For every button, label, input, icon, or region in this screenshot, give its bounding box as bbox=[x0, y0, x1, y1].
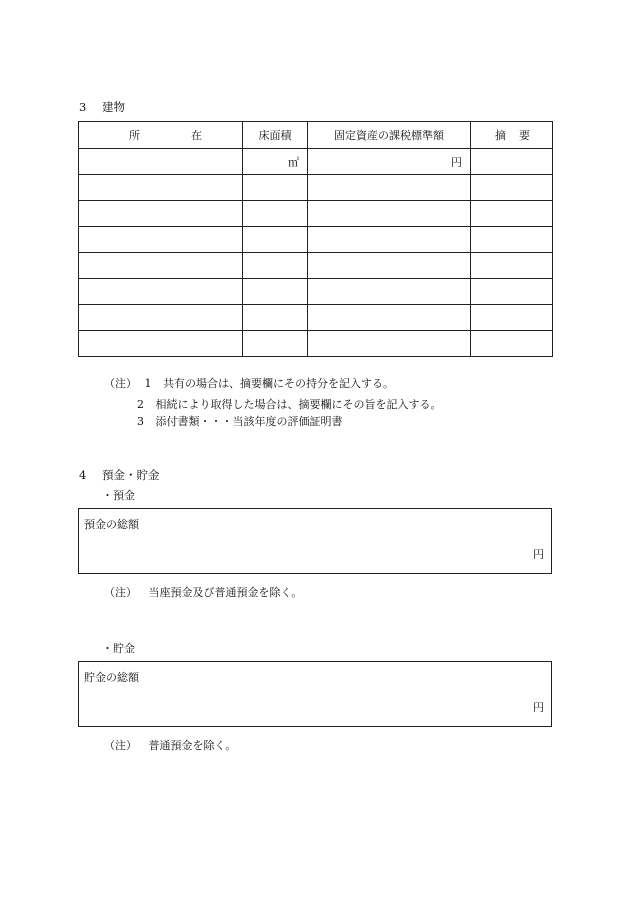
cell-remarks[interactable] bbox=[471, 149, 553, 175]
note-2 bbox=[137, 396, 442, 412]
cell-remarks[interactable] bbox=[471, 253, 553, 279]
note-number: 2 bbox=[137, 398, 144, 411]
deposit-note bbox=[104, 584, 302, 600]
savings-total-box[interactable] bbox=[78, 661, 552, 727]
section3-title: 建物 bbox=[101, 100, 125, 114]
section4-title: 預金・貯金 bbox=[101, 468, 160, 482]
note-text: 相続により取得した場合は、摘要欄にその旨を記入する。 bbox=[155, 398, 442, 411]
section3-number: 3 bbox=[79, 100, 87, 114]
note-text: 共有の場合は、摘要欄にその持分を記入する。 bbox=[163, 377, 394, 390]
note-prefix: （注） bbox=[104, 739, 137, 752]
table-row bbox=[79, 331, 553, 357]
note-text: 普通預金を除く。 bbox=[148, 739, 237, 752]
cell-assessed-value[interactable] bbox=[308, 149, 471, 175]
note-1 bbox=[104, 375, 394, 391]
cell-floor-area[interactable] bbox=[243, 175, 308, 201]
note-number: 1 bbox=[144, 377, 152, 390]
savings-yen-unit: 円 bbox=[533, 701, 544, 714]
cell-assessed-value[interactable] bbox=[308, 331, 471, 357]
table-row bbox=[79, 279, 553, 305]
cell-remarks[interactable] bbox=[471, 175, 553, 201]
cell-floor-area[interactable] bbox=[243, 149, 308, 175]
cell-location[interactable] bbox=[79, 227, 243, 253]
savings-note bbox=[104, 737, 236, 753]
cell-floor-area[interactable] bbox=[243, 279, 308, 305]
table-row bbox=[79, 175, 553, 201]
section4-number: 4 bbox=[79, 468, 87, 482]
table-row bbox=[79, 227, 553, 253]
table-row bbox=[79, 149, 553, 175]
savings-total-label: 貯金の総額 bbox=[84, 671, 139, 684]
header-assessed-value: 固定資産の課税標準額 bbox=[308, 122, 471, 149]
cell-remarks[interactable] bbox=[471, 227, 553, 253]
deposit-total-box[interactable] bbox=[78, 508, 552, 574]
cell-remarks[interactable] bbox=[471, 201, 553, 227]
cell-remarks[interactable] bbox=[471, 279, 553, 305]
unit-yen: 円 bbox=[451, 155, 462, 169]
cell-floor-area[interactable] bbox=[243, 253, 308, 279]
cell-remarks[interactable] bbox=[471, 305, 553, 331]
unit-area: ㎡ bbox=[288, 155, 299, 169]
building-table bbox=[78, 121, 553, 357]
cell-floor-area[interactable] bbox=[243, 305, 308, 331]
header-location bbox=[79, 122, 243, 149]
cell-assessed-value[interactable] bbox=[308, 305, 471, 331]
cell-location[interactable] bbox=[79, 253, 243, 279]
cell-floor-area[interactable] bbox=[243, 331, 308, 357]
cell-assessed-value[interactable] bbox=[308, 175, 471, 201]
header-location-a: 所 bbox=[129, 129, 140, 142]
deposit-subheading: ・預金 bbox=[102, 489, 135, 502]
header-remarks-b: 要 bbox=[519, 129, 530, 142]
section4-heading bbox=[79, 467, 159, 483]
header-remarks bbox=[471, 122, 553, 149]
cell-location[interactable] bbox=[79, 201, 243, 227]
header-location-b: 在 bbox=[191, 129, 202, 142]
cell-location[interactable] bbox=[79, 175, 243, 201]
note-text: 当座預金及び普通預金を除く。 bbox=[148, 586, 303, 599]
deposit-total-label: 預金の総額 bbox=[84, 518, 139, 531]
table-row bbox=[79, 253, 553, 279]
note-text: 添付書類・・・当該年度の評価証明書 bbox=[155, 415, 343, 428]
table-row bbox=[79, 201, 553, 227]
table-row bbox=[79, 305, 553, 331]
section3-heading bbox=[79, 99, 125, 115]
cell-location[interactable] bbox=[79, 305, 243, 331]
header-remarks-a: 摘 bbox=[495, 129, 506, 142]
deposit-yen-unit: 円 bbox=[533, 548, 544, 561]
note-number: 3 bbox=[137, 415, 144, 428]
cell-location[interactable] bbox=[79, 279, 243, 305]
table-header-row bbox=[79, 122, 553, 149]
cell-assessed-value[interactable] bbox=[308, 201, 471, 227]
cell-location[interactable] bbox=[79, 331, 243, 357]
note-prefix: （注） bbox=[104, 377, 137, 390]
savings-subheading: ・貯金 bbox=[102, 642, 135, 655]
note-prefix: （注） bbox=[104, 586, 137, 599]
cell-assessed-value[interactable] bbox=[308, 279, 471, 305]
cell-assessed-value[interactable] bbox=[308, 253, 471, 279]
cell-remarks[interactable] bbox=[471, 331, 553, 357]
cell-location[interactable] bbox=[79, 149, 243, 175]
cell-assessed-value[interactable] bbox=[308, 227, 471, 253]
cell-floor-area[interactable] bbox=[243, 201, 308, 227]
cell-floor-area[interactable] bbox=[243, 227, 308, 253]
header-floor-area: 床面積 bbox=[243, 122, 308, 149]
note-3 bbox=[137, 413, 343, 429]
